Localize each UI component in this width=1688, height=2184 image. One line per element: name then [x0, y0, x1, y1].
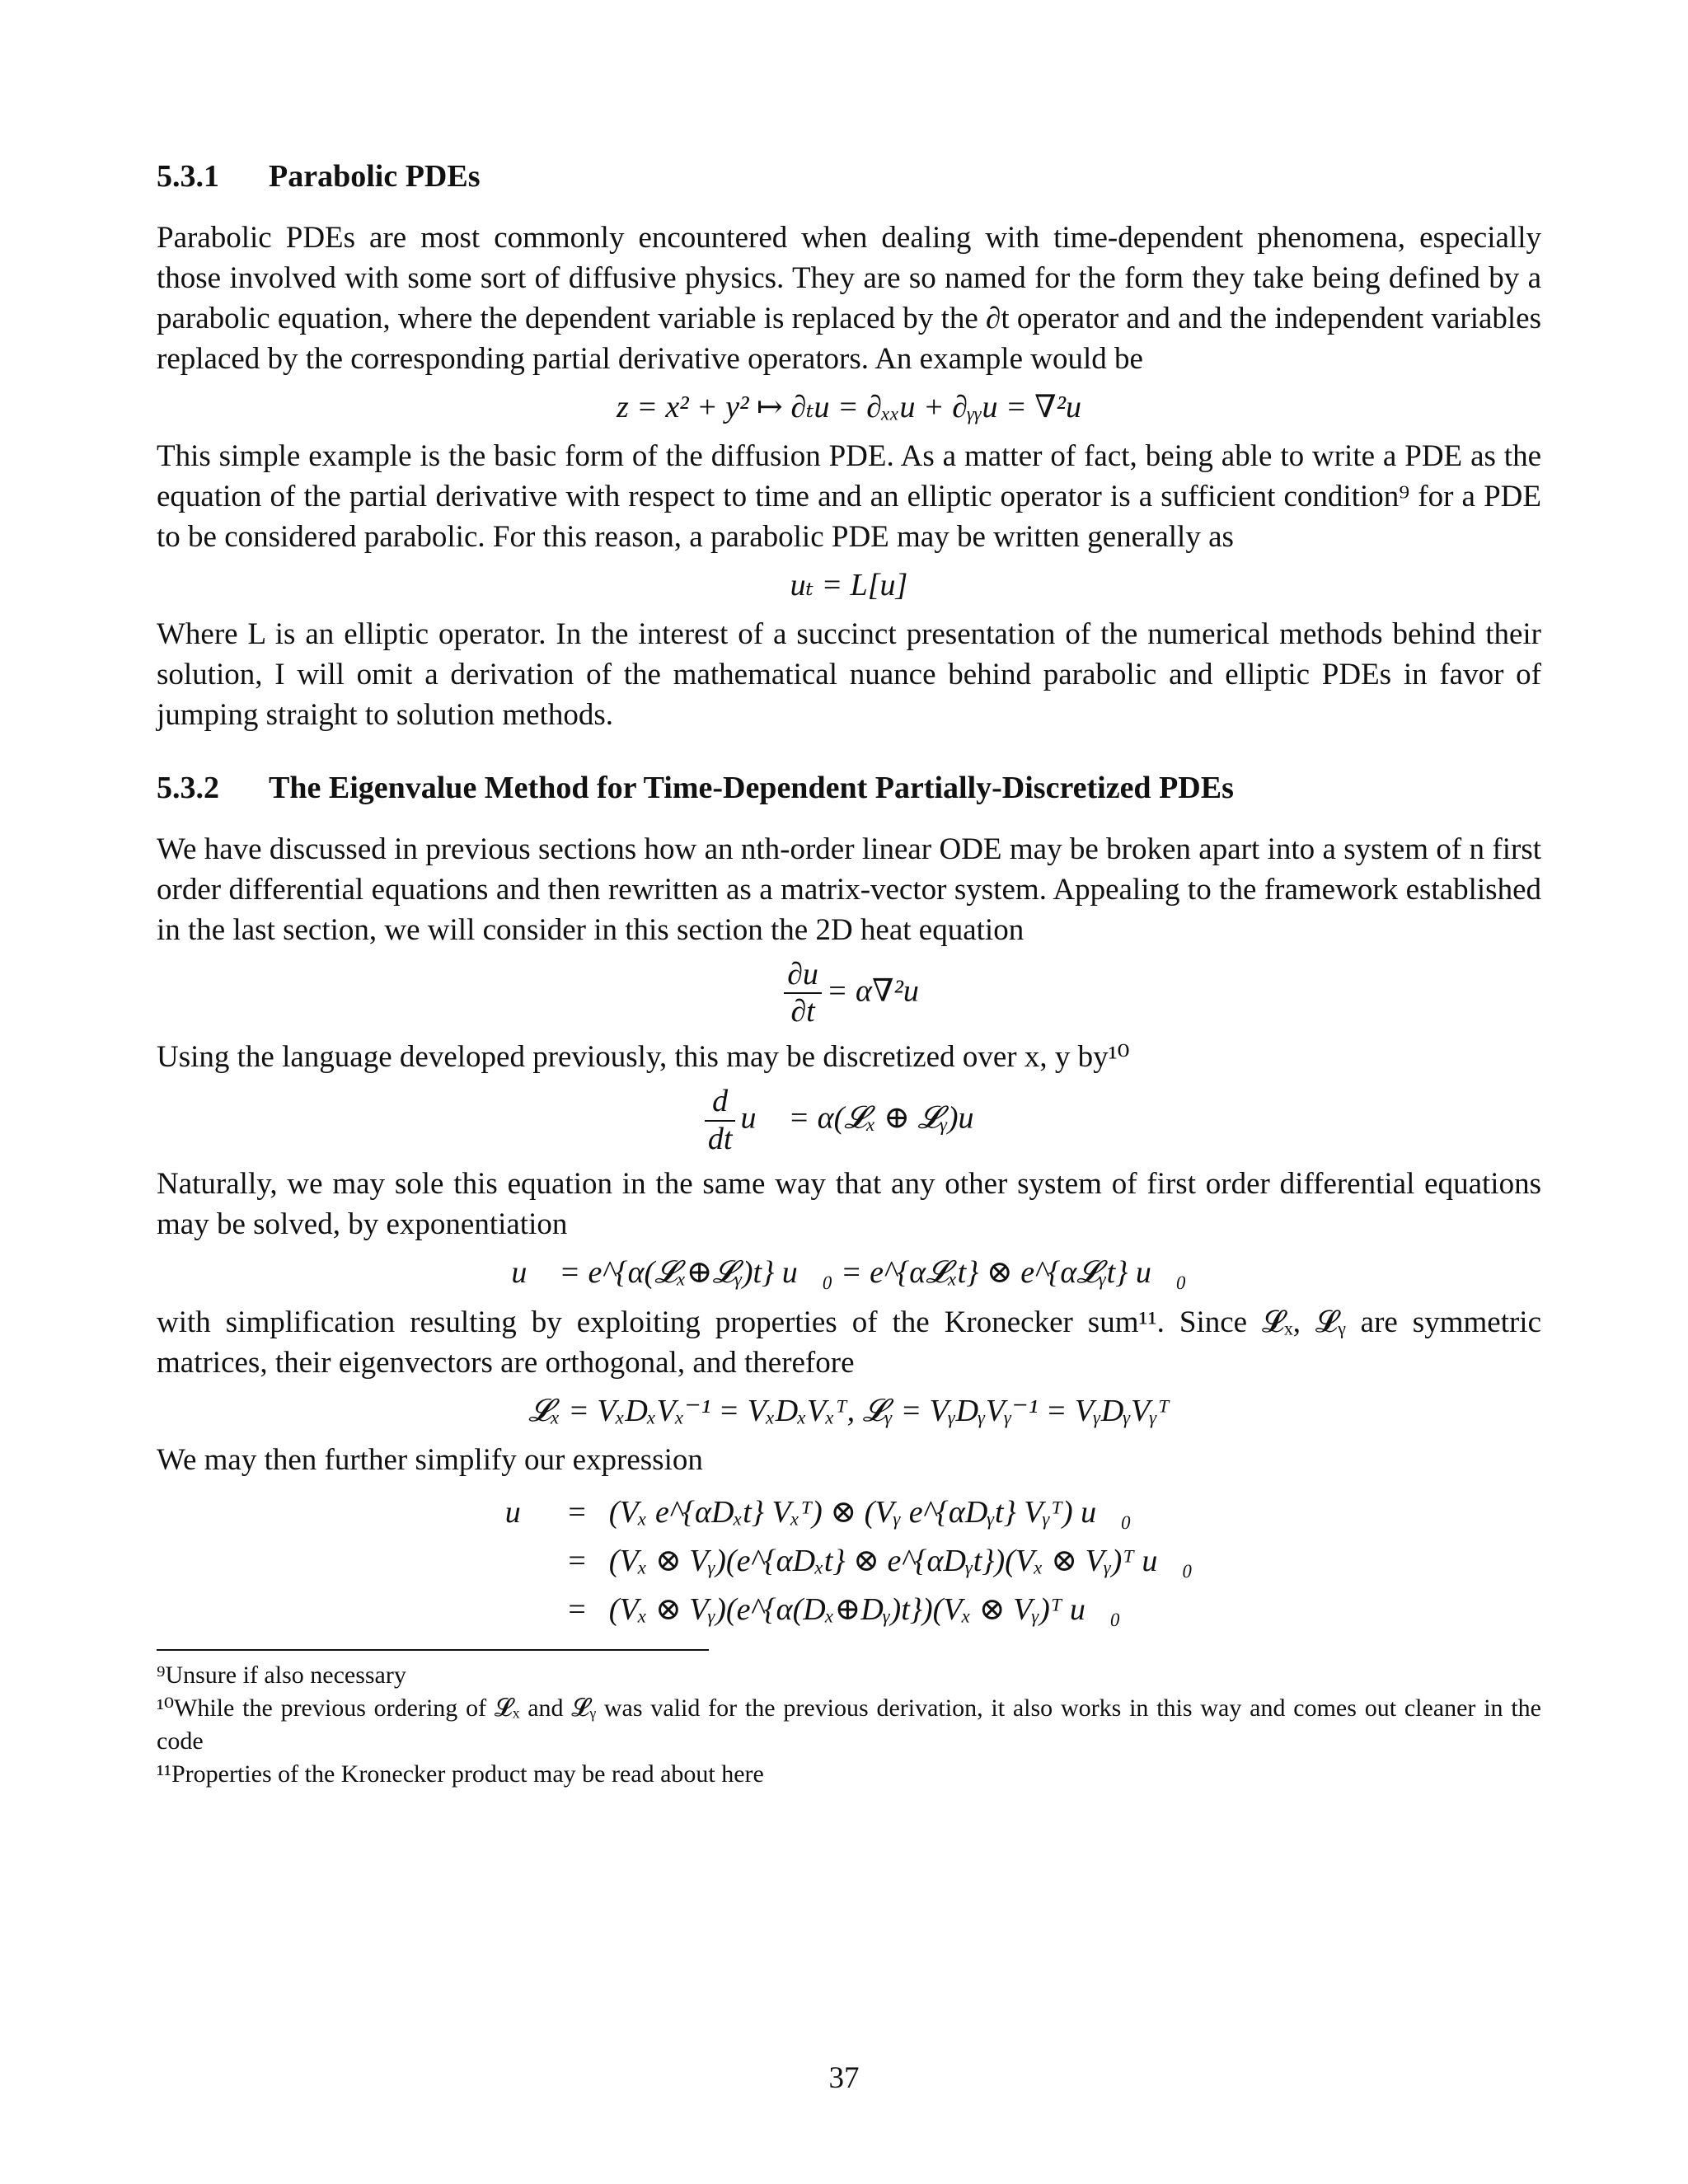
footnote-divider: [157, 1649, 709, 1651]
equation-row: [494, 1537, 1204, 1586]
equation-rhs: (Vₓ e^{αDₓt} Vₓᵀ) ⊗ (Vᵧ e^{αDᵧt} Vᵧᵀ) u⃗₀: [608, 1494, 1132, 1530]
paragraph-exponentiation: Naturally, we may sole this equation in the same way that any other system of first order differential equations may be solved, by exponentiation: [157, 1167, 1541, 1242]
footnote-11: ¹¹Properties of the Kronecker product may be read about here: [157, 1760, 764, 1788]
fraction: [784, 957, 822, 1030]
equation-lhs: u⃗: [504, 1494, 546, 1530]
equation-exponential-solution: u⃗ = e^{α(𝓛ₓ⊕𝓛ᵧ)t} u⃗₀ = e^{α𝓛ₓt} ⊗ e^{α𝓛ᵧt} u⃗₀: [511, 1255, 1187, 1291]
paragraph-discretized: Using the language developed previously, this may be discretized over x, y by¹⁰: [157, 1039, 1130, 1074]
equation-discretized-system: [157, 1084, 1541, 1157]
paragraph-eigenvalue-intro: We have discussed in previous sections how an nth-order linear ODE may be broken apart into a system of n first order differential equations and then rewritten as a matrix-vector system. Appealing to the framework established in the last section, we will consider in this section the 2D heat equation: [157, 832, 1541, 947]
section-number: 5.3.1: [157, 159, 219, 194]
fraction-denominator: dt: [707, 1121, 733, 1156]
equals-sign: =: [568, 1494, 586, 1530]
footnote-9: ⁹Unsure if also necessary: [157, 1661, 406, 1689]
equation-rhs: (Vₓ ⊗ Vᵧ)(e^{α(Dₓ⊕Dᵧ)t})(Vₓ ⊗ Vᵧ)ᵀ u⃗₀: [608, 1591, 1121, 1627]
equation-parabolic-general: uₜ = L[u]: [790, 567, 908, 602]
fraction: [705, 1084, 736, 1157]
fraction-numerator: ∂u: [784, 957, 822, 995]
fraction-numerator: d: [705, 1084, 736, 1122]
fraction-denominator: ∂t: [790, 994, 815, 1029]
section-title: The Eigenvalue Method for Time-Dependent Partially-Discretized PDEs: [269, 770, 1234, 805]
equation-rhs: = α∇²u: [826, 972, 919, 1008]
section-number: 5.3.2: [157, 770, 219, 805]
document-page: [157, 124, 1541, 1791]
equation-aligned-simplification: [494, 1488, 1204, 1634]
paragraph-diffusion-basic: This simple example is the basic form of the diffusion PDE. As a matter of fact, being able to write a PDE as the equation of the partial derivative with respect to time and an elliptic operator is a sufficient condition⁹ for a PDE to be considered parabolic. For this reason, a parabolic PDE may be written generally as: [157, 438, 1541, 554]
paragraph-kronecker-sum: with simplification resulting by exploiting properties of the Kronecker sum¹¹. Since 𝓛ₓ, 𝓛ᵧ are symmetric matrices, their eigenvectors are orthogonal, and therefore: [157, 1305, 1541, 1380]
equation-eigendecomposition: 𝓛ₓ = VₓDₓVₓ⁻¹ = VₓDₓVₓᵀ, 𝓛ᵧ = VᵧDᵧVᵧ⁻¹ = VᵧDᵧVᵧᵀ: [528, 1393, 1170, 1428]
equation-heat-2d: [157, 957, 1541, 1030]
equation-diffusion-example: z = x² + y² ↦ ∂ₜu = ∂ₓₓu + ∂ᵧᵧu = ∇²u: [616, 389, 1082, 424]
equation-row: [494, 1586, 1204, 1634]
equation-row: [494, 1488, 1204, 1537]
paragraph-parabolic-intro: Parabolic PDEs are most commonly encountered when dealing with time-dependent phenomena, especially those involved with some sort of diffusive physics. They are so named for the form they take being defined by a parabolic equation, where the dependent variable is replaced by the ∂t operator and and the independent variables replaced by the corresponding partial derivative operators. An example would be: [157, 220, 1541, 376]
equation-rhs: (Vₓ ⊗ Vᵧ)(e^{αDₓt} ⊗ e^{αDᵧt})(Vₓ ⊗ Vᵧ)ᵀ u⃗₀: [608, 1543, 1193, 1578]
paragraph-further-simplify: We may then further simplify our expression: [157, 1442, 703, 1477]
page-number: 37: [828, 2061, 860, 2095]
footnote-10: ¹⁰While the previous ordering of 𝓛ₓ and 𝓛ᵧ was valid for the previous derivation, it also works in this way and comes out cleaner in the code: [157, 1694, 1541, 1755]
section-title: Parabolic PDEs: [269, 159, 481, 194]
equals-sign: =: [568, 1543, 586, 1578]
equation-rhs: u⃗ = α(𝓛ₓ ⊕ 𝓛ᵧ)u⃗: [740, 1100, 999, 1136]
paragraph-elliptic-operator: Where L is an elliptic operator. In the interest of a succinct presentation of the numerical methods behind their solution, I will omit a derivation of the mathematical nuance behind parabolic and elliptic PDEs in favor of jumping straight to solution methods.: [157, 616, 1541, 732]
section-heading-5-3-2: [157, 770, 1541, 808]
equals-sign: =: [568, 1591, 586, 1627]
section-heading-5-3-1: [157, 158, 1541, 196]
